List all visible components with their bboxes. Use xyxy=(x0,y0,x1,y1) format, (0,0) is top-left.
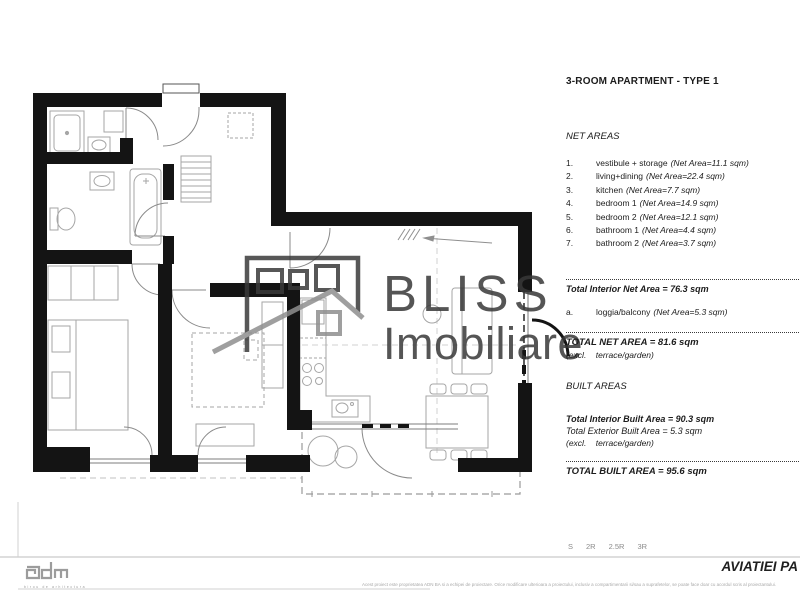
loggia-table xyxy=(308,436,357,468)
wardrobe-bedroom2 xyxy=(262,302,283,388)
total-net-area: TOTAL NET AREA = 81.6 sqm xyxy=(566,337,699,349)
window-bedroom1 xyxy=(90,459,150,463)
sink-1 xyxy=(88,137,110,153)
watermark-brand2: Imobiliare xyxy=(383,318,584,369)
dotted-divider xyxy=(566,332,799,333)
entrance-door xyxy=(163,84,199,146)
dining-set xyxy=(426,384,488,460)
shower xyxy=(50,111,84,155)
hatch-mark xyxy=(398,229,492,243)
stove xyxy=(303,364,324,386)
list-item: 2. living+dining (Net Area=22.4 sqm) xyxy=(566,171,725,182)
list-item: 7. bathroom 2 (Net Area=3.7 sqm) xyxy=(566,238,717,249)
door-bathroom2 xyxy=(135,203,168,236)
dotted-divider xyxy=(566,279,799,280)
bed-bedroom1 xyxy=(48,320,128,430)
architect-logo-block xyxy=(24,561,87,589)
project-name: AVIATIEI PA xyxy=(721,559,798,574)
sink-2 xyxy=(90,172,114,190)
total-interior-net: Total Interior Net Area = 76.3 sqm xyxy=(566,283,709,294)
loggia-item: a. loggia/balcony (Net Area=5.3 sqm) xyxy=(566,306,728,317)
list-item: 1. vestibule + storage (Net Area=11.1 sqm) xyxy=(566,158,749,168)
net-areas-list xyxy=(566,157,799,251)
window-bedroom2 xyxy=(198,459,246,463)
dotted-divider xyxy=(566,461,799,462)
storage-box xyxy=(228,113,253,138)
total-built-area: TOTAL BUILT AREA = 95.6 sqm xyxy=(566,466,707,478)
toilet xyxy=(50,208,75,230)
net-areas-heading: NET AREAS xyxy=(566,131,620,142)
tab-s[interactable]: S xyxy=(568,542,574,551)
page-title: 3-ROOM APARTMENT - TYPE 1 xyxy=(566,76,719,87)
kitchen-hood xyxy=(300,338,326,358)
area-schedule-panel xyxy=(566,76,799,477)
list-item: 3. kitchen (Net Area=7.7 sqm) xyxy=(566,184,701,195)
copyright-disclaimer: Acest proiect este proprietatea ADN BA si a echipei de proiectare. Orice modificare ulterioara a proiectului, inclusiv a compartimentarii si/sau a suprafetelor, se poate face doar cu acordul scris al proiectantului. xyxy=(362,582,776,587)
tab-2r[interactable]: 2R xyxy=(586,542,596,551)
kitchen-sink xyxy=(332,400,358,417)
door-bedroom1-terrace xyxy=(124,427,152,455)
architect-sub-label: birou de arhitectura xyxy=(24,585,87,589)
list-item: 5. bedroom 2 (Net Area=12.1 sqm) xyxy=(566,211,719,222)
adn-logo xyxy=(24,561,78,581)
sheet-lines xyxy=(0,502,800,589)
door-hall-living xyxy=(290,228,330,268)
door-bathroom1 xyxy=(126,108,158,140)
total-interior-built: Total Interior Built Area = 90.3 sqm xyxy=(566,414,715,425)
door-bedroom2-terrace xyxy=(198,427,226,455)
watermark xyxy=(213,258,583,369)
list-item: 4. bedroom 1 (Net Area=14.9 sqm) xyxy=(566,198,719,209)
wardrobe-bedroom1 xyxy=(48,266,118,300)
vestibule-cabinet xyxy=(181,156,211,202)
washing-machine xyxy=(104,111,123,132)
built-note: (excl. terrace/garden) xyxy=(566,438,654,449)
total-net-note: (excl. terrace/garden) xyxy=(566,350,654,361)
door-bedroom2 xyxy=(172,290,210,328)
list-item: 6. bathroom 1 (Net Area=4.4 sqm) xyxy=(566,225,717,236)
watermark-brand: BLISS xyxy=(383,265,553,322)
tab-2-5r[interactable]: 2.5R xyxy=(608,542,625,551)
tab-3r[interactable]: 3R xyxy=(637,542,648,551)
total-exterior-built: Total Exterior Built Area = 5.3 sqm xyxy=(566,426,703,437)
unit-type-tabs xyxy=(568,542,647,551)
built-areas-heading: BUILT AREAS xyxy=(566,381,627,393)
door-loggia-swing xyxy=(362,428,412,478)
